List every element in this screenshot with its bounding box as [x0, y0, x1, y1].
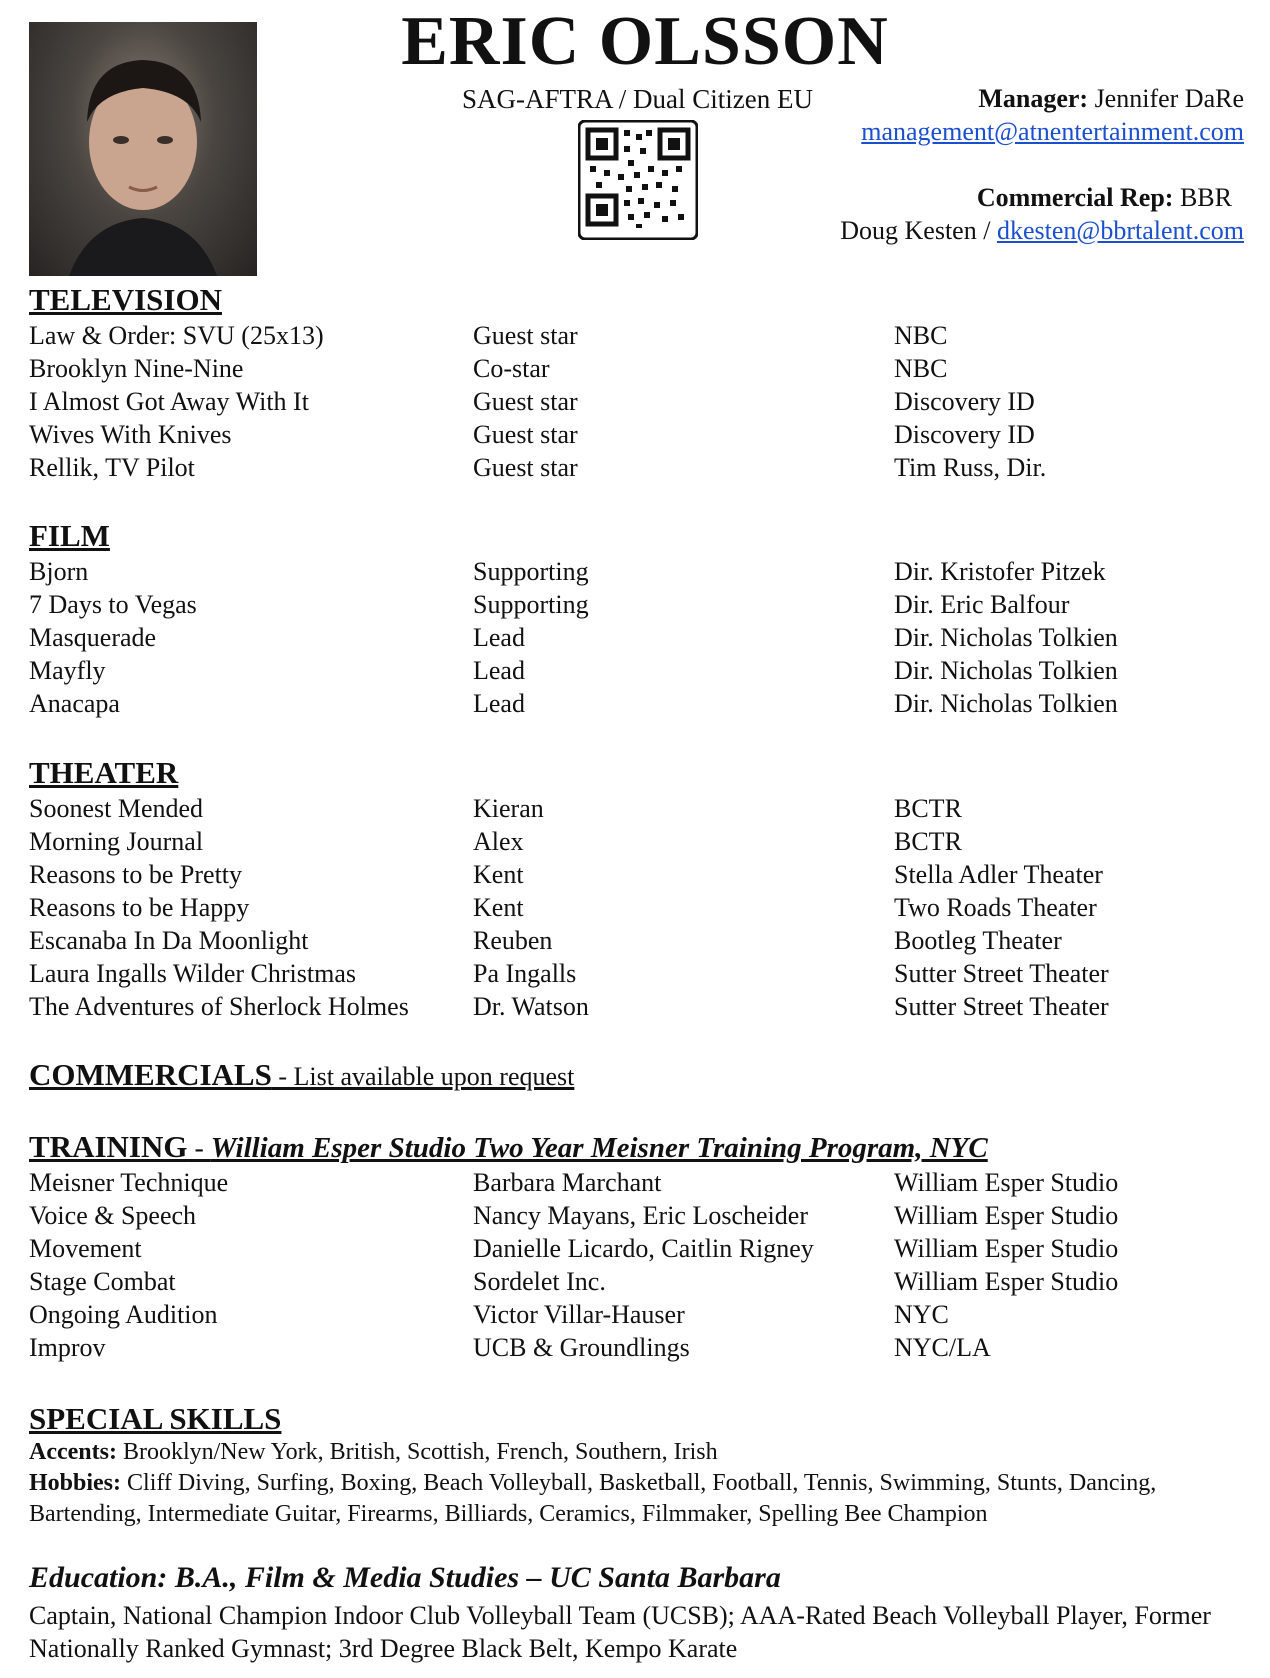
commercial-rep-line: [977, 183, 1232, 213]
credit-venue: NBC: [894, 354, 948, 383]
table-row: [29, 891, 1109, 924]
credit-role: Lead: [473, 656, 525, 685]
training-teacher: Danielle Licardo, Caitlin Rigney: [473, 1234, 814, 1263]
table-row: [29, 352, 1046, 385]
credit-role: Guest star: [473, 420, 578, 449]
table-row: [29, 621, 1118, 654]
credit-role: Reuben: [473, 926, 553, 955]
credit-title: I Almost Got Away With It: [29, 387, 309, 416]
rep-email-link[interactable]: dkesten@bbrtalent.com: [996, 216, 1244, 245]
skills-text: [29, 1437, 1229, 1530]
commercial-rep-name: BBR: [1173, 183, 1232, 212]
accents-list: Brooklyn/New York, British, Scottish, French, Southern, Irish: [116, 1439, 718, 1465]
manager-line: [978, 84, 1244, 114]
section-heading-theater: THEATER: [29, 755, 179, 790]
section-heading-commercials: [29, 1057, 574, 1095]
accents-line: [29, 1437, 1229, 1468]
credit-title: Laura Ingalls Wilder Christmas: [29, 959, 357, 988]
credit-venue: Stella Adler Theater: [894, 860, 1103, 889]
credit-director: Dir. Eric Balfour: [894, 590, 1070, 619]
table-row: [29, 1298, 1118, 1331]
credit-role: Lead: [473, 623, 525, 652]
table-row: [29, 1265, 1118, 1298]
training-school: William Esper Studio: [894, 1168, 1119, 1197]
credit-role: Dr. Watson: [473, 992, 589, 1021]
training-subject: Improv: [29, 1333, 106, 1362]
table-row: [29, 858, 1109, 891]
training-program: William Esper Studio Two Year Meisner Training Program, NYC: [210, 1132, 988, 1164]
credit-role: Alex: [473, 827, 524, 856]
credit-venue: Tim Russ, Dir.: [894, 453, 1047, 482]
credit-title: Masquerade: [29, 623, 157, 652]
theater-credits: [29, 792, 1109, 1023]
credit-venue: Sutter Street Theater: [894, 959, 1109, 988]
table-row: [29, 385, 1046, 418]
training-teacher: Sordelet Inc.: [473, 1267, 606, 1296]
table-row: [29, 654, 1118, 687]
table-row: [29, 825, 1109, 858]
credit-role: Lead: [473, 689, 525, 718]
credit-venue: Bootleg Theater: [894, 926, 1062, 955]
union-status: SAG-AFTRA / Dual Citizen EU: [462, 84, 813, 114]
table-row: [29, 451, 1046, 484]
table-row: [29, 319, 1046, 352]
training-school: William Esper Studio: [894, 1234, 1119, 1263]
hobbies-list: Cliff Diving, Surfing, Boxing, Beach Volleyball, Basketball, Football, Tennis, Swimming, Stunts, Dancing, Bartending, Intermediate Guitar, Firearms, Billiards, Ceramics, Filmmaker, Spelling Bee Champion: [29, 1470, 1157, 1527]
credit-title: Rellik, TV Pilot: [29, 453, 195, 482]
credit-title: Law & Order: SVU (25x13): [29, 321, 324, 350]
manager-email-line: [861, 117, 1244, 147]
table-row: [29, 588, 1118, 621]
actor-name: ERIC OLSSON: [401, 3, 889, 80]
section-heading-film: FILM: [29, 518, 110, 553]
credit-title: Reasons to be Pretty: [29, 860, 243, 889]
credit-role: Supporting: [473, 557, 589, 586]
television-credits: [29, 319, 1046, 484]
training-subject: Meisner Technique: [29, 1168, 229, 1197]
credit-venue: Discovery ID: [894, 420, 1035, 449]
credit-role: Guest star: [473, 387, 578, 416]
credit-venue: BCTR: [894, 827, 962, 856]
credit-director: Dir. Nicholas Tolkien: [894, 623, 1118, 652]
manager-email-link[interactable]: management@atnentertainment.com: [861, 117, 1244, 146]
rep-contact-line: [840, 216, 1244, 246]
table-row: [29, 957, 1109, 990]
credit-director: Dir. Nicholas Tolkien: [894, 689, 1118, 718]
commercials-note: - List available upon request: [271, 1062, 575, 1091]
rep-name: Doug Kesten /: [840, 216, 997, 245]
hobbies-label: Hobbies:: [29, 1470, 122, 1496]
credit-venue: NBC: [894, 321, 948, 350]
training-teacher: Barbara Marchant: [473, 1168, 662, 1197]
credit-title: Wives With Knives: [29, 420, 232, 449]
table-row: [29, 555, 1118, 588]
credit-title: Reasons to be Happy: [29, 893, 250, 922]
credit-director: Dir. Kristofer Pitzek: [894, 557, 1106, 586]
table-row: [29, 924, 1109, 957]
training-subject: Movement: [29, 1234, 142, 1263]
commercials-title: COMMERCIALS: [29, 1057, 272, 1092]
hobbies-line: [29, 1468, 1229, 1530]
credit-role: Kieran: [473, 794, 544, 823]
table-row: [29, 1232, 1118, 1265]
film-credits: [29, 555, 1118, 720]
credit-role: Guest star: [473, 453, 578, 482]
training-list: [29, 1166, 1118, 1364]
credit-role: Pa Ingalls: [473, 959, 577, 988]
table-row: [29, 418, 1046, 451]
qr-code-icon[interactable]: [578, 120, 698, 240]
training-school: William Esper Studio: [894, 1201, 1119, 1230]
commercial-rep-label: Commercial Rep:: [976, 183, 1174, 212]
credit-role: Kent: [473, 860, 524, 889]
training-school: William Esper Studio: [894, 1267, 1119, 1296]
credit-title: The Adventures of Sherlock Holmes: [29, 992, 409, 1021]
credit-director: Dir. Nicholas Tolkien: [894, 656, 1118, 685]
training-subject: Stage Combat: [29, 1267, 176, 1296]
credit-role: Co-star: [473, 354, 550, 383]
table-row: [29, 1199, 1118, 1232]
section-heading-special-skills: SPECIAL SKILLS: [29, 1401, 282, 1436]
credit-role: Guest star: [473, 321, 578, 350]
credit-title: Morning Journal: [29, 827, 204, 856]
education-details: Captain, National Champion Indoor Club Volleyball Team (UCSB); AAA-Rated Beach Volleyball Player, Former Nationally Ranked Gymnast; 3rd Degree Black Belt, Kempo Karate: [29, 1601, 1211, 1663]
credit-venue: Discovery ID: [894, 387, 1035, 416]
section-heading-television: TELEVISION: [29, 282, 222, 317]
manager-label: Manager:: [978, 84, 1089, 113]
credit-title: Anacapa: [29, 689, 120, 718]
credit-venue: Sutter Street Theater: [894, 992, 1109, 1021]
credit-title: Soonest Mended: [29, 794, 204, 823]
table-row: [29, 1166, 1118, 1199]
table-row: [29, 1331, 1118, 1364]
table-row: [29, 687, 1118, 720]
section-heading-training: [29, 1129, 988, 1167]
table-row: [29, 792, 1109, 825]
training-subject: Voice & Speech: [29, 1201, 197, 1230]
training-teacher: Victor Villar-Hauser: [473, 1300, 685, 1329]
training-teacher: Nancy Mayans, Eric Loscheider: [473, 1201, 808, 1230]
training-school: NYC: [894, 1300, 949, 1329]
credit-title: Brooklyn Nine-Nine: [29, 354, 244, 383]
manager-name: Jennifer DaRe: [1088, 84, 1244, 113]
credit-venue: BCTR: [894, 794, 962, 823]
training-subject: Ongoing Audition: [29, 1300, 218, 1329]
accents-label: Accents:: [29, 1439, 117, 1465]
table-row: [29, 990, 1109, 1023]
credit-title: Escanaba In Da Moonlight: [29, 926, 309, 955]
education-heading: Education: B.A., Film & Media Studies – UC Santa Barbara: [29, 1561, 781, 1594]
training-title: TRAINING: [29, 1129, 188, 1164]
credit-role: Supporting: [473, 590, 589, 619]
training-teacher: UCB & Groundlings: [473, 1333, 690, 1362]
credit-title: Bjorn: [29, 557, 89, 586]
credit-title: 7 Days to Vegas: [29, 590, 197, 619]
training-dash: -: [187, 1133, 211, 1164]
credit-venue: Two Roads Theater: [894, 893, 1097, 922]
credit-title: Mayfly: [29, 656, 106, 685]
credit-role: Kent: [473, 893, 524, 922]
training-school: NYC/LA: [894, 1333, 991, 1362]
